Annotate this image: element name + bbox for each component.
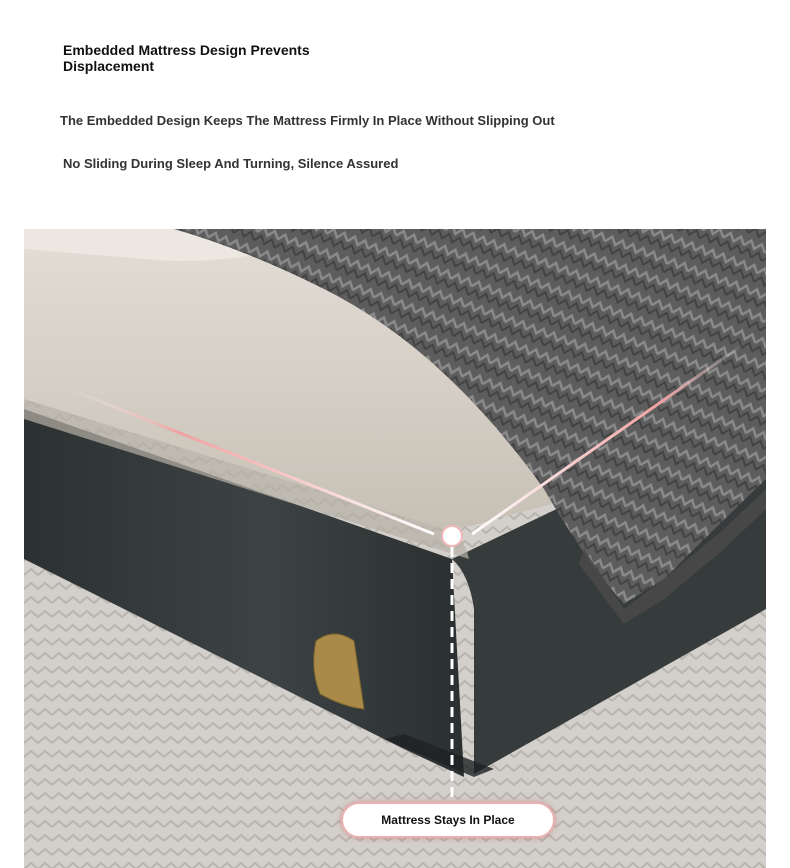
callout-label: Mattress Stays In Place (341, 802, 555, 838)
description-line-2: No Sliding During Sleep And Turning, Silence Assured (63, 156, 399, 171)
product-photo (24, 229, 766, 868)
callout-point (442, 526, 462, 546)
bed-illustration (24, 229, 766, 868)
page-title: Embedded Mattress Design Prevents Displacement (63, 42, 310, 74)
description-line-1: The Embedded Design Keeps The Mattress Firmly In Place Without Slipping Out (60, 113, 555, 128)
